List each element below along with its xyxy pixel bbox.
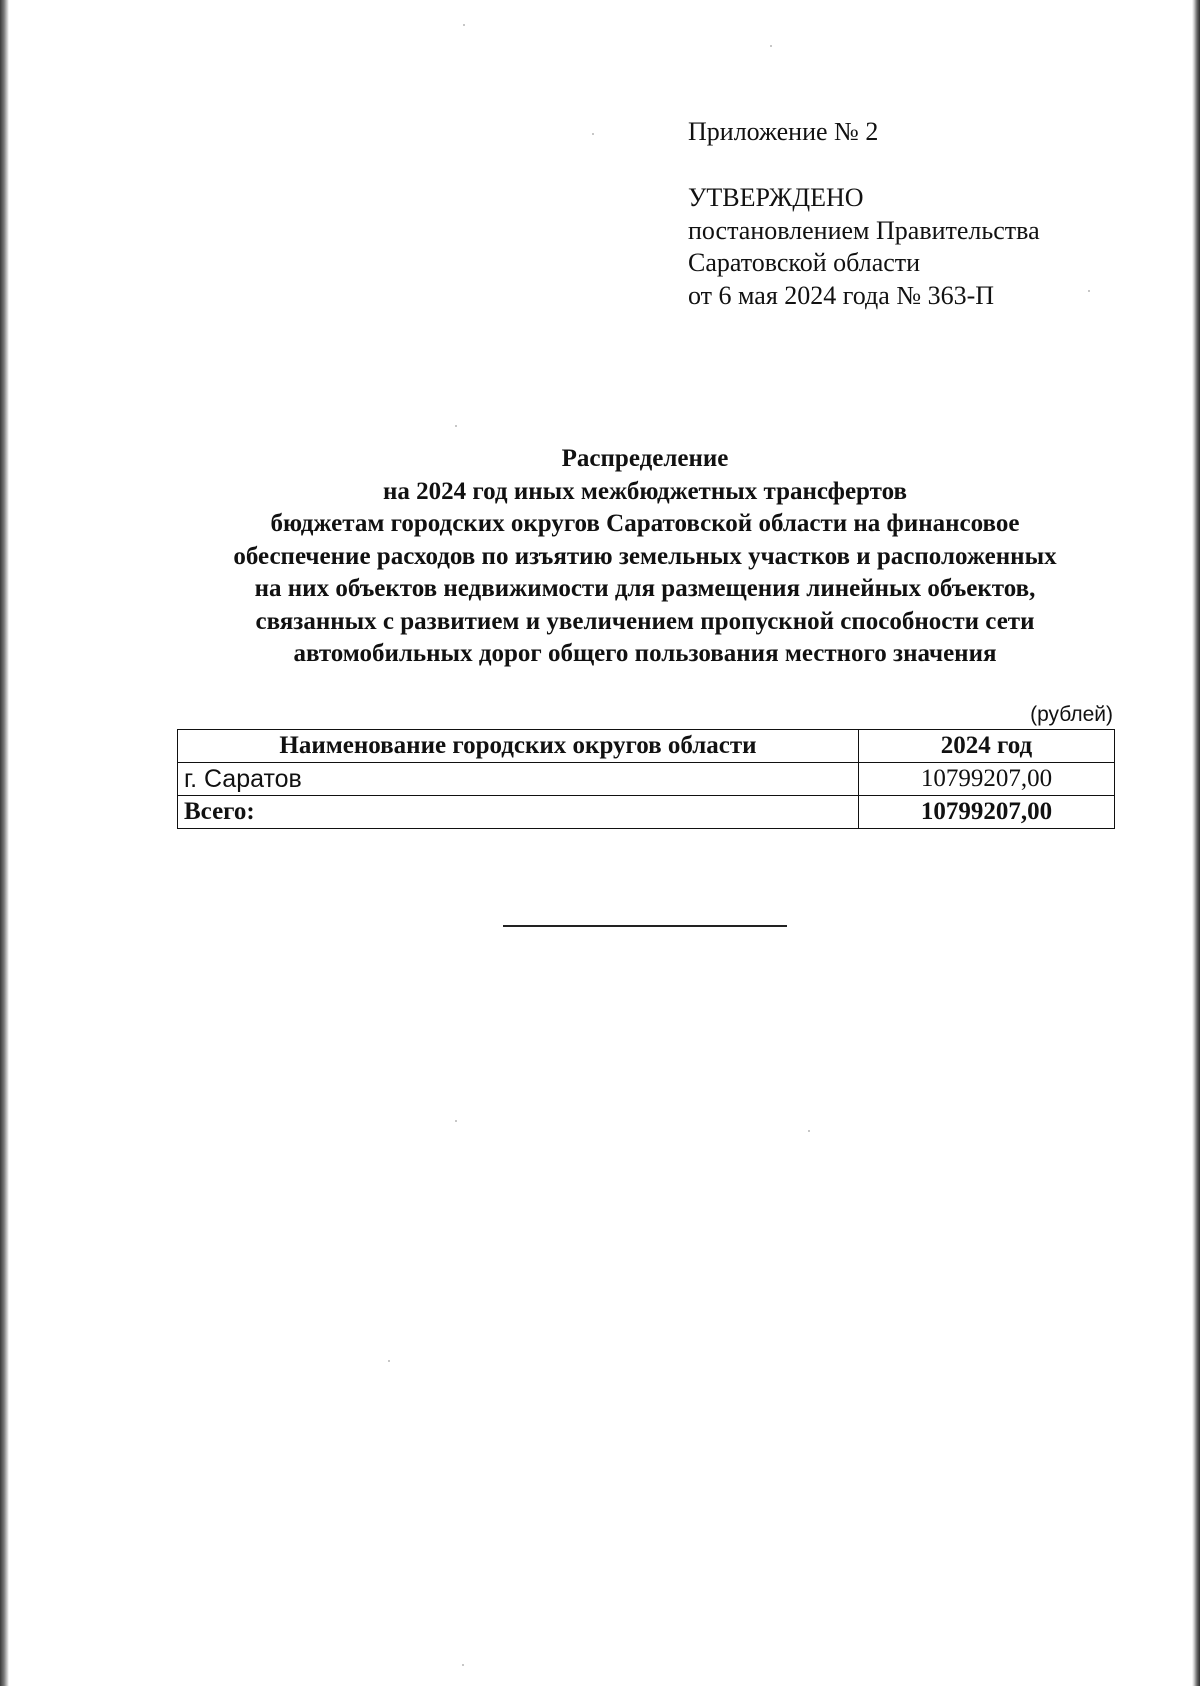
title-line: на них объектов недвижимости для размещения линейных объектов,: [254, 575, 1036, 602]
scan-right-edge: [1192, 0, 1200, 1686]
title-line: на 2024 год иных межбюджетных трансфертов: [383, 477, 907, 505]
scan-speck: [1088, 290, 1090, 292]
document-title: [150, 443, 1140, 671]
header-district-name: Наименование городских округов области: [178, 730, 859, 763]
scan-speck: [388, 1360, 390, 1362]
header-year: 2024 год: [859, 730, 1115, 763]
approval-block: [688, 182, 1040, 312]
title-line: автомобильных дорог общего пользования местного значения: [293, 640, 997, 667]
title-line: Распределение: [561, 445, 729, 472]
scan-speck: [462, 1664, 464, 1666]
table-header-row: [178, 730, 1115, 763]
scan-speck: [463, 24, 465, 26]
title-line: связанных с развитием и увеличением пропускной способности сети: [255, 607, 1035, 635]
title-line: бюджетам городских округов Саратовской области на финансовое: [270, 510, 1020, 537]
scan-speck: [770, 45, 772, 47]
table-total-row: [178, 796, 1115, 829]
approval-line: Саратовской области: [688, 248, 921, 277]
units-label: (рублей): [1030, 703, 1113, 726]
scan-speck: [455, 1120, 457, 1122]
table-row: [178, 763, 1115, 796]
district-name-cell: г. Саратов: [178, 763, 859, 796]
approval-heading: УТВЕРЖДЕНО: [688, 183, 864, 212]
scan-speck: [592, 133, 594, 135]
distribution-table: [177, 729, 1115, 829]
total-label-cell: Всего:: [178, 796, 859, 829]
end-divider: [503, 925, 787, 927]
approval-line: постановлением Правительства: [688, 215, 1040, 245]
scan-left-edge: [0, 0, 9, 1686]
amount-cell: 10799207,00: [859, 763, 1115, 796]
total-amount-cell: 10799207,00: [859, 796, 1115, 829]
appendix-number: Приложение № 2: [688, 117, 879, 146]
approval-line: от 6 мая 2024 года № 363-П: [688, 280, 995, 310]
title-line: обеспечение расходов по изъятию земельных участков и расположенных: [233, 542, 1057, 570]
scan-speck: [808, 1130, 810, 1132]
scan-speck: [455, 425, 457, 427]
